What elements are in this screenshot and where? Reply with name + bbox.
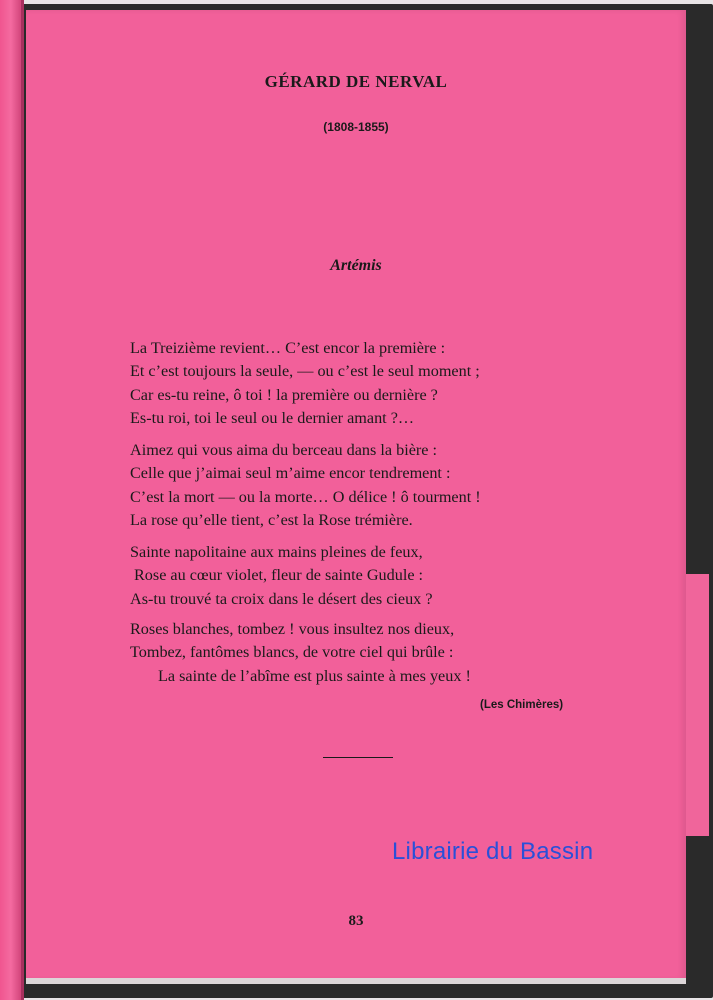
stanza-3: [130, 541, 433, 611]
page-stack-edge: [26, 978, 686, 984]
poem-line: La Treizième revient… C’est encor la première :: [130, 339, 446, 357]
poem-line: Sainte napolitaine aux mains pleines de feux,: [130, 543, 423, 561]
section-divider: [323, 757, 393, 758]
watermark: Librairie du Bassin: [392, 838, 594, 865]
stanza-2: [130, 439, 481, 532]
stanza-4: [130, 618, 471, 688]
poem-line: Es-tu roi, toi le seul ou le dernier amant ?…: [130, 408, 415, 427]
poem-source: (Les Chimères): [480, 699, 564, 711]
poem-line: C’est la mort — ou la morte… O délice ! ô tourment !: [130, 487, 481, 506]
poem-line: Roses blanches, tombez ! vous insultez nos dieux,: [130, 620, 455, 638]
poem-line: Et c’est toujours la seule, — ou c’est le seul moment ;: [130, 362, 480, 381]
stanza-1: [130, 337, 480, 430]
page-number: 83: [348, 913, 364, 929]
poem-line: Tombez, fantômes blancs, de votre ciel qui brûle :: [130, 643, 454, 662]
book-page: [26, 10, 686, 980]
author-dates: (1808-1855): [323, 120, 389, 134]
author-name: GÉRARD DE NERVAL: [264, 72, 448, 91]
poem-line: Celle que j’aimai seul m’aime encor tendrement :: [130, 464, 451, 483]
poem-line: Car es-tu reine, ô toi ! la première ou dernière ?: [130, 385, 438, 404]
previous-page-edge: [0, 0, 24, 1000]
poem-line: La sainte de l’abîme est plus sainte à mes yeux !: [158, 666, 471, 685]
poem-title: Artémis: [330, 257, 382, 274]
poem-line: La rose qu’elle tient, c’est la Rose trémière.: [130, 510, 413, 529]
poem-line: As-tu trouvé ta croix dans le désert des cieux ?: [130, 589, 433, 608]
bookmark-ribbon: [684, 574, 709, 836]
poem-line: Rose au cœur violet, fleur de sainte Gudule :: [134, 566, 424, 585]
poem-line: Aimez qui vous aima du berceau dans la bière :: [130, 441, 438, 459]
